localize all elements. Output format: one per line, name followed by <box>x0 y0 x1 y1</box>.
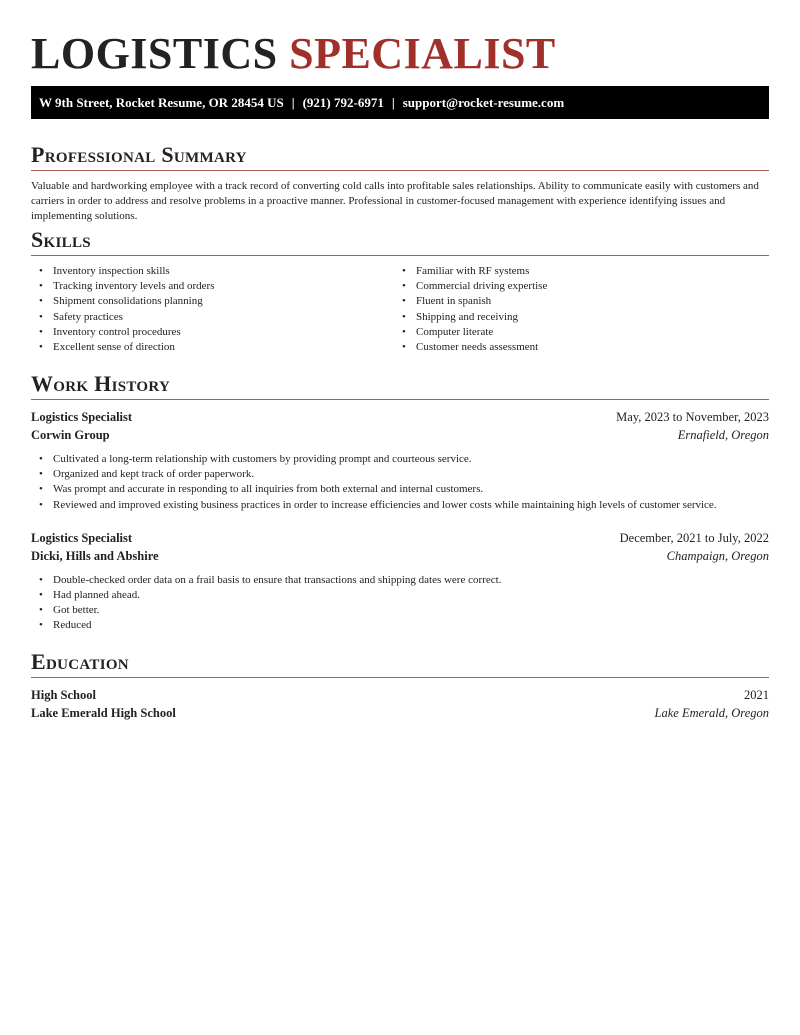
list-item: • Shipment consolidations planning <box>31 294 394 309</box>
section-heading: Professional Summary <box>31 142 247 167</box>
work-section <box>31 370 769 634</box>
job-title: Logistics Specialist <box>31 410 133 424</box>
divider <box>31 399 769 400</box>
list-item: • Had planned ahead. <box>31 588 769 603</box>
list-item: • Tracking inventory levels and orders <box>31 279 394 294</box>
list-item: • Inventory inspection skills <box>31 264 394 279</box>
degree: High School <box>31 688 96 702</box>
job-company: Corwin Group <box>31 428 110 442</box>
job-location: Ernafield, Oregon <box>677 428 769 442</box>
edu-location: Lake Emerald, Oregon <box>654 706 769 720</box>
list-item: • Reviewed and improved existing business practices in order to increase efficiencies and lower costs while maintaining high levels of customer service. <box>31 498 769 513</box>
job-dates: December, 2021 to July, 2022 <box>619 530 769 545</box>
list-item: • Organized and kept track of order paperwork. <box>31 467 769 482</box>
list-item: • Familiar with RF systems <box>394 264 757 279</box>
summary-text: Valuable and hardworking employee with a track record of converting cold calls into profitable sales relationships. Ability to communicate easily with customers and carriers in order to address and resolve problems in a proactive manner. Professional in customer-focused management with experience identifying issues and implementing solutions. <box>31 180 759 222</box>
list-item: • Cultivated a long-term relationship with customers by providing prompt and courteous service. <box>31 452 769 467</box>
job-title: Logistics Specialist <box>31 530 133 545</box>
divider <box>31 170 769 171</box>
title-second: SPECIALIST <box>289 29 556 78</box>
job-entry <box>31 408 769 513</box>
skills-section <box>31 226 769 355</box>
section-heading: Skills <box>31 227 91 252</box>
job-bullets <box>31 573 769 634</box>
list-item: • Commercial driving expertise <box>394 279 757 294</box>
list-item: • Inventory control procedures <box>31 325 394 340</box>
separator: | <box>391 95 395 110</box>
list-item: • Fluent in spanish <box>394 294 757 309</box>
separator: | <box>291 95 295 110</box>
list-item: • Shipping and receiving <box>394 310 757 325</box>
section-heading: Work History <box>31 371 171 396</box>
list-item: • Was prompt and accurate in responding to all inquiries from both external and internal customers. <box>31 482 769 497</box>
list-item: • Got better. <box>31 603 769 618</box>
summary-section <box>31 141 769 224</box>
school: Lake Emerald High School <box>31 706 176 720</box>
contact-email[interactable]: support@rocket-resume.com <box>402 95 565 110</box>
contact-phone: (921) 792-6971 <box>302 95 384 110</box>
contact-address: W 9th Street, Rocket Resume, OR 28454 US <box>39 95 284 110</box>
skills-left <box>31 264 394 355</box>
edu-year: 2021 <box>744 688 769 702</box>
skills-right <box>394 264 757 355</box>
divider <box>31 677 769 678</box>
list-item: • Computer literate <box>394 325 757 340</box>
job-bullets <box>31 452 769 513</box>
section-heading: Education <box>31 649 129 674</box>
job-company: Dicki, Hills and Abshire <box>31 548 159 563</box>
divider <box>31 255 769 256</box>
education-section <box>31 648 769 722</box>
resume-title <box>31 28 556 79</box>
title-first: LOGISTICS <box>31 29 278 78</box>
contact-bar <box>31 86 769 119</box>
list-item: • Reduced <box>31 618 769 633</box>
job-dates: May, 2023 to November, 2023 <box>616 410 769 424</box>
list-item: • Double-checked order data on a frail basis to ensure that transactions and shipping dates were correct. <box>31 573 769 588</box>
job-location: Champaign, Oregon <box>666 548 769 563</box>
job-entry <box>31 529 769 634</box>
list-item: • Customer needs assessment <box>394 340 757 355</box>
list-item: • Safety practices <box>31 310 394 325</box>
list-item: • Excellent sense of direction <box>31 340 394 355</box>
